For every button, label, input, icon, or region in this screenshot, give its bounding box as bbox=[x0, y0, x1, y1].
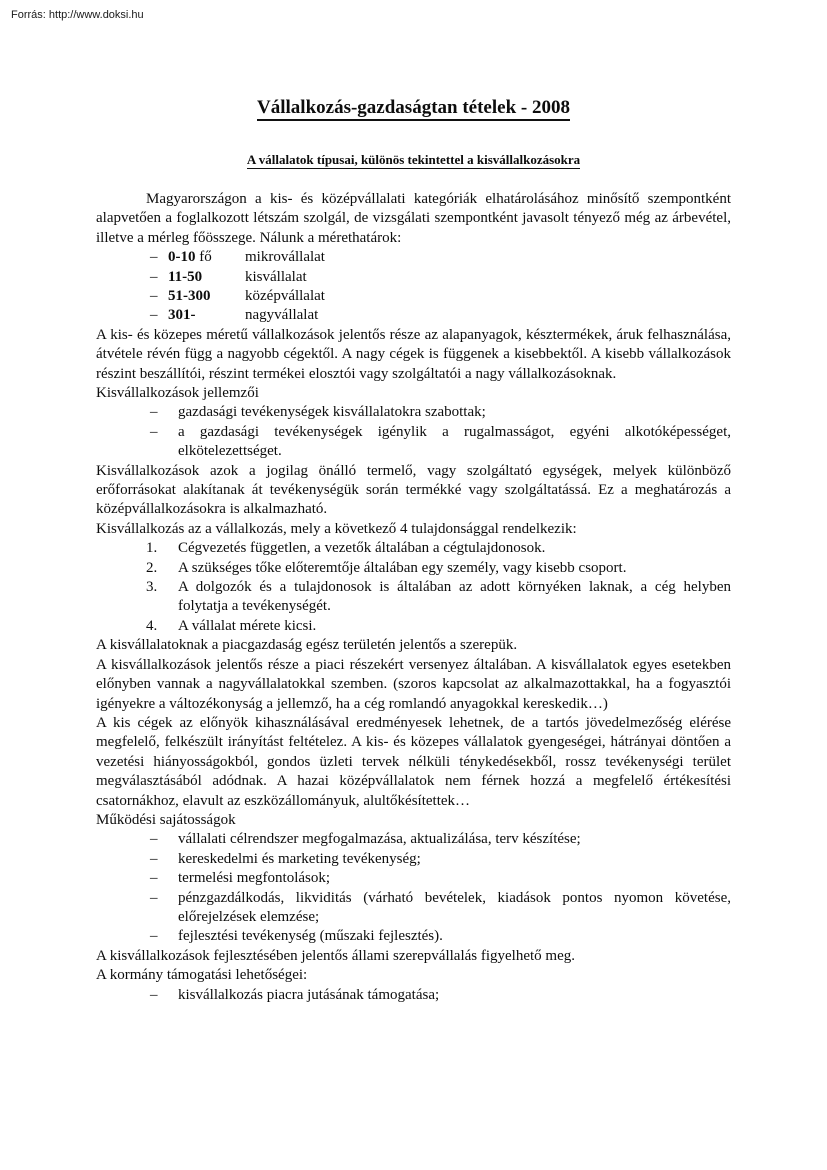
paragraph-weaknesses: A kis cégek az előnyök kihasználásával eredményesek lehetnek, de a tartós jövedelmezőség elérése megfelelő, felkészült irányítást feltételez. A kis- és közepes vállalatok gyengeségei, hátrányai döntően a vezetési hiányosságokból, gondos üzleti tervek nélküli ténykedésekből, rossz tevékenységi terület megválasztásából adódnak. A hazai középvállalatok nem férnek hozzá a megfelelő értékesítési csatornákhoz, elavult az eszközállományuk, alultőkésítettek… bbox=[96, 714, 731, 809]
dash-bullet-icon: – bbox=[150, 928, 158, 945]
size-kind: mikrovállalat bbox=[245, 249, 325, 266]
list-item bbox=[96, 850, 731, 869]
list-item bbox=[96, 986, 731, 1005]
paragraph-state-role: A kisvállalkozások fejlesztésében jelentős állami szerepvállalás figyelhető meg. bbox=[96, 947, 575, 964]
size-kind: középvállalat bbox=[245, 288, 325, 304]
support-list bbox=[96, 986, 731, 1005]
page-subtitle bbox=[96, 151, 731, 169]
list-item bbox=[96, 927, 731, 946]
list-item-label: termelési megfontolások; bbox=[178, 870, 331, 887]
list-item bbox=[96, 559, 731, 578]
list-item bbox=[96, 578, 731, 617]
size-range-value: 0-10 bbox=[168, 249, 196, 266]
source-url-header: Forrás: http://www.doksi.hu bbox=[11, 9, 144, 21]
paragraph-dependency: A kis- és közepes méretű vállalkozások jelentős része az alapanyagok, késztermékek, áruk felhasználása, átvétele révén függ a nagyobb cégektől. A nagy cégek is függenek a kisebbektől. A kisebb vállalkozások részint beszállítói, részint termékei elosztói vagy szolgáltatói a nagy vállalkozásoknak. bbox=[96, 326, 731, 382]
list-item-number: 4. bbox=[146, 617, 158, 634]
list-item-number: 2. bbox=[146, 559, 158, 576]
dash-bullet-icon: – bbox=[150, 870, 158, 887]
size-range-unit: fő bbox=[195, 249, 212, 266]
dash-bullet-icon: – bbox=[150, 986, 158, 1003]
characteristics-list bbox=[96, 403, 731, 461]
list-item-label: A dolgozók és a tulajdonosok is általában az adott környéken laknak, a cég helyben folytatja a tevékenységét. bbox=[178, 579, 731, 615]
size-range-value: 301- bbox=[168, 307, 196, 324]
size-kind: kisvállalat bbox=[245, 268, 307, 285]
size-range bbox=[168, 306, 196, 325]
document-body bbox=[96, 96, 731, 1005]
list-item-label: kereskedelmi és marketing tevékenység; bbox=[178, 850, 421, 867]
list-item-label: kisvállalkozás piacra jutásának támogatása; bbox=[178, 986, 440, 1003]
heading-characteristics: Kisvállalkozások jellemzői bbox=[96, 385, 259, 401]
paragraph-competition: A kisvállalkozások jelentős része a piaci részekért versenyez általában. A kisvállalatok egyes esetekben előnyben vannak a nagyvállalatokkal szemben. (szoros kapcsolat az alkalmazottakkal, ha a fogyasztói igényekre a változékonyság a jellemző, ha a cég romlandó anyagokkal kereskedik…) bbox=[96, 656, 731, 712]
list-item-number: 1. bbox=[146, 540, 158, 557]
paragraph-intro: Magyarországon a kis- és középvállalati kategóriák elhatárolásához minősítő szempontként alapvetően a foglalkozott létszám szolgál, de vizsgálati szempontként javasolt tényező még az árbevétel, illetve a mérleg főösszege. Nálunk a mérethatárok: bbox=[96, 191, 731, 246]
paragraph-role: A kisvállalatoknak a piacgazdaság egész területén jelentős a szerepük. bbox=[96, 637, 518, 654]
heading-operation: Működési sajátosságok bbox=[96, 811, 236, 828]
list-item-label: gazdasági tevékenységek kisvállalatokra szabottak; bbox=[178, 404, 486, 421]
list-item bbox=[96, 830, 731, 849]
size-kind: nagyvállalat bbox=[245, 307, 319, 324]
page-subtitle-text: A vállalatok típusai, különös tekintettel a kisvállalkozásokra bbox=[246, 152, 581, 167]
list-item bbox=[96, 423, 731, 462]
size-range bbox=[168, 268, 202, 287]
list-item bbox=[96, 617, 731, 636]
dash-bullet-icon: – bbox=[150, 404, 158, 421]
dash-bullet-icon: – bbox=[150, 249, 158, 266]
dash-bullet-icon: – bbox=[150, 307, 158, 324]
list-item-label: vállalati célrendszer megfogalmazása, aktualizálása, terv készítése; bbox=[178, 831, 581, 848]
list-item-number: 3. bbox=[146, 579, 158, 596]
dash-bullet-icon: – bbox=[150, 831, 158, 848]
heading-support: A kormány támogatási lehetőségei: bbox=[96, 967, 308, 984]
dash-bullet-icon: – bbox=[150, 288, 158, 304]
size-range-value: 51-300 bbox=[168, 288, 211, 304]
list-item bbox=[96, 539, 731, 558]
size-range-value: 11-50 bbox=[168, 268, 203, 285]
list-item-label: pénzgazdálkodás, likviditás (várható bevételek, kiadások pontos nyomon követése, előrejelzések elemzése; bbox=[178, 889, 731, 925]
paragraph-properties-intro: Kisvállalkozás az a vállalkozás, mely a következő 4 tulajdonsággal rendelkezik: bbox=[96, 520, 577, 537]
list-item bbox=[96, 268, 731, 287]
dash-bullet-icon: – bbox=[150, 423, 158, 440]
list-item-label: fejlesztési tevékenység (műszaki fejlesztés). bbox=[178, 928, 443, 945]
size-range bbox=[168, 248, 212, 267]
list-item bbox=[96, 403, 731, 422]
size-category-list bbox=[96, 248, 731, 326]
list-item-label: Cégvezetés független, a vezetők általában a cégtulajdonosok. bbox=[178, 540, 546, 557]
dash-bullet-icon: – bbox=[150, 268, 158, 285]
operation-list bbox=[96, 830, 731, 946]
list-item bbox=[96, 248, 731, 267]
list-item bbox=[96, 306, 731, 325]
list-item-label: a gazdasági tevékenységek igénylik a rugalmasságot, egyéni alkotóképességet, elkötelezettséget. bbox=[178, 423, 731, 460]
page-title bbox=[96, 96, 731, 120]
paragraph-definition: Kisvállalkozások azok a jogilag önálló termelő, vagy szolgáltató egységek, melyek különböző erőforrásokat alakítanak át tevékenységük során termékké vagy szolgáltatássá. Ez a meghatározás a középvállalkozásokra is alkalmazható. bbox=[96, 462, 731, 518]
list-item-label: A vállalat mérete kicsi. bbox=[178, 617, 317, 634]
properties-list bbox=[96, 539, 731, 636]
page-title-text: Vállalkozás-gazdaságtan tételek - 2008 bbox=[257, 97, 570, 121]
size-range bbox=[168, 287, 211, 306]
dash-bullet-icon: – bbox=[150, 889, 158, 906]
list-item bbox=[96, 287, 731, 306]
list-item bbox=[96, 889, 731, 928]
dash-bullet-icon: – bbox=[150, 850, 158, 867]
list-item-label: A szükséges tőke előteremtője általában egy személy, vagy kisebb csoport. bbox=[178, 559, 627, 576]
list-item bbox=[96, 869, 731, 888]
